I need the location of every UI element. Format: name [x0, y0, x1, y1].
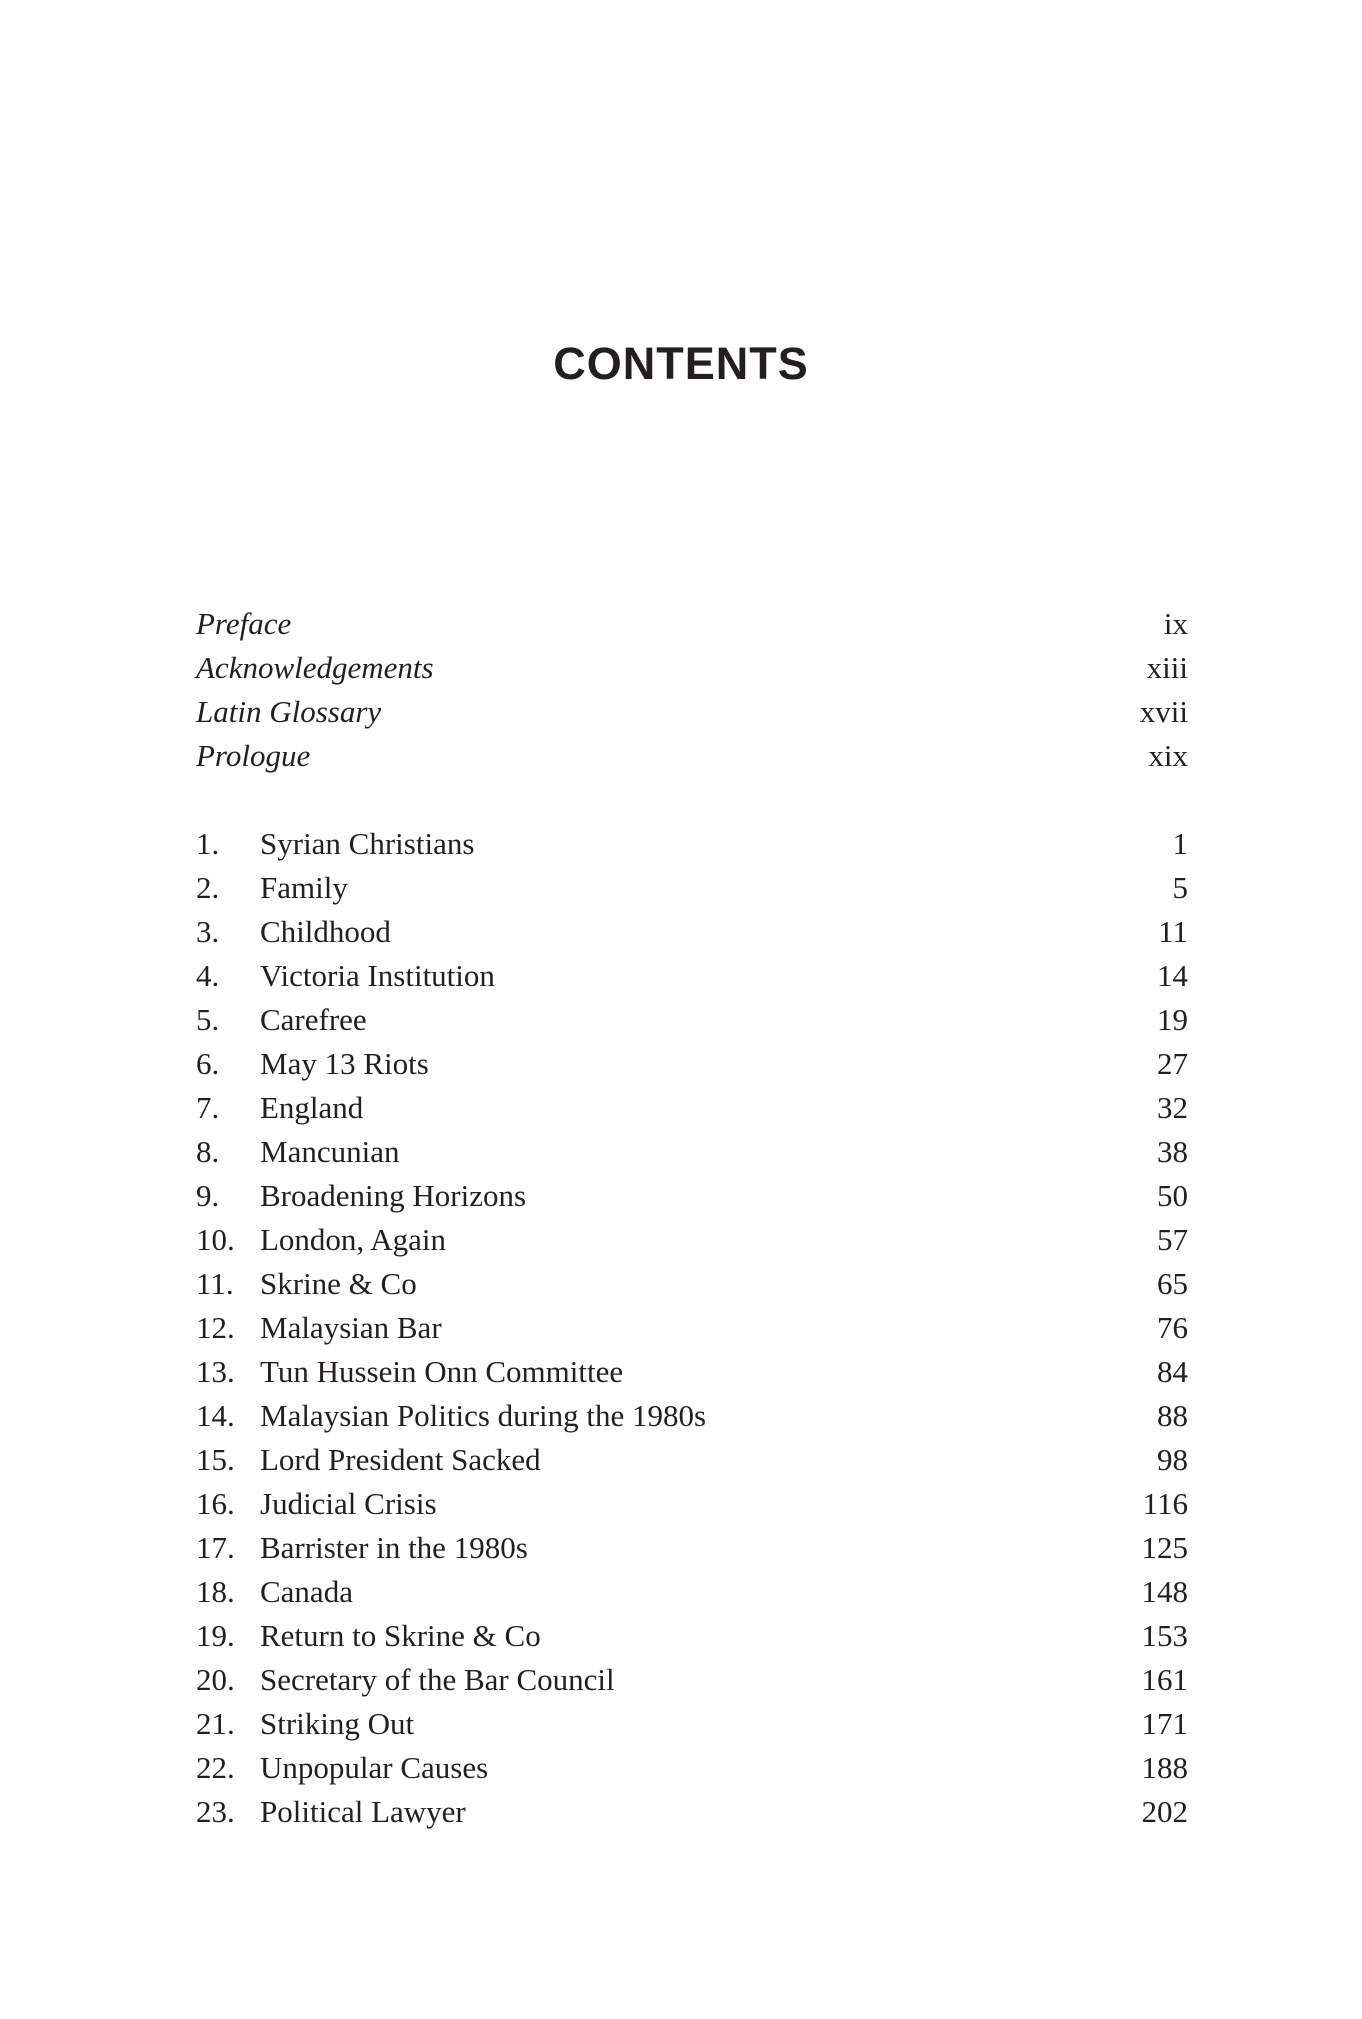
chapter-page: 116 [1142, 1486, 1188, 1521]
chapter-item [196, 1086, 1188, 1130]
chapter-page: 5 [1172, 870, 1188, 905]
chapter-page: 57 [1157, 1222, 1188, 1257]
chapter-number: 5. [196, 1002, 220, 1037]
entry-label: Preface [196, 606, 292, 641]
chapter-number: 16. [196, 1486, 235, 1521]
front-matter-item [196, 602, 1188, 646]
chapter-item [196, 910, 1188, 954]
chapter-number: 8. [196, 1134, 220, 1169]
chapter-item [196, 1658, 1188, 1702]
chapter-title: Syrian Christians [260, 826, 475, 861]
chapter-title: Political Lawyer [260, 1794, 466, 1829]
chapter-number: 22. [196, 1750, 235, 1785]
chapter-number: 21. [196, 1706, 235, 1741]
chapter-title: Skrine & Co [260, 1266, 417, 1301]
chapter-title: Childhood [260, 914, 391, 949]
chapter-number: 19. [196, 1618, 235, 1653]
chapter-number: 14. [196, 1398, 235, 1433]
entry-label: Prologue [196, 738, 311, 773]
chapter-page: 27 [1157, 1046, 1188, 1081]
chapter-item [196, 1438, 1188, 1482]
chapter-title: Judicial Crisis [260, 1486, 437, 1521]
chapter-title: Malaysian Politics during the 1980s [260, 1398, 707, 1433]
entry-label: Acknowledgements [196, 650, 434, 685]
chapter-item [196, 1746, 1188, 1790]
front-matter-list [196, 602, 1188, 778]
entry-label: Latin Glossary [196, 694, 382, 729]
chapter-title: Malaysian Bar [260, 1310, 442, 1345]
chapter-number: 15. [196, 1442, 235, 1477]
chapter-page: 98 [1157, 1442, 1188, 1477]
front-matter-item [196, 690, 1188, 734]
chapter-item [196, 1350, 1188, 1394]
chapter-item [196, 1790, 1188, 1834]
chapter-item [196, 866, 1188, 910]
chapter-page: 171 [1141, 1706, 1188, 1741]
chapter-page: 88 [1157, 1398, 1188, 1433]
chapter-item [196, 1174, 1188, 1218]
chapter-page: 84 [1157, 1354, 1188, 1389]
chapter-page: 38 [1157, 1134, 1188, 1169]
chapter-page: 76 [1157, 1310, 1188, 1345]
chapter-item [196, 954, 1188, 998]
chapter-page: 148 [1141, 1574, 1188, 1609]
chapter-number: 2. [196, 870, 220, 905]
chapter-item [196, 1482, 1188, 1526]
chapter-page: 161 [1141, 1662, 1188, 1697]
chapter-page: 125 [1141, 1530, 1188, 1565]
chapter-page: 1 [1172, 826, 1188, 861]
chapter-number: 20. [196, 1662, 235, 1697]
chapter-title: Broadening Horizons [260, 1178, 527, 1213]
chapter-title: London, Again [260, 1222, 446, 1257]
chapter-page: 50 [1157, 1178, 1188, 1213]
entry-page: xiii [1146, 650, 1188, 685]
chapter-page: 32 [1157, 1090, 1188, 1125]
chapter-title: Striking Out [260, 1706, 415, 1741]
chapter-number: 12. [196, 1310, 235, 1345]
entry-page: xix [1148, 738, 1188, 773]
chapter-item [196, 998, 1188, 1042]
chapter-number: 6. [196, 1046, 220, 1081]
chapter-page: 202 [1141, 1794, 1188, 1829]
chapter-title: Family [260, 870, 348, 905]
chapter-item [196, 1614, 1188, 1658]
chapter-title: Victoria Institution [260, 958, 495, 993]
chapter-item [196, 1394, 1188, 1438]
chapter-number: 23. [196, 1794, 235, 1829]
chapter-number: 9. [196, 1178, 220, 1213]
chapter-title: May 13 Riots [260, 1046, 429, 1081]
chapter-item [196, 1702, 1188, 1746]
chapter-number: 11. [196, 1266, 234, 1301]
chapter-number: 1. [196, 826, 220, 861]
chapter-title: Tun Hussein Onn Committee [260, 1354, 624, 1389]
chapter-item [196, 1526, 1188, 1570]
chapter-item [196, 1042, 1188, 1086]
chapter-page: 11 [1158, 914, 1188, 949]
chapter-page: 19 [1157, 1002, 1188, 1037]
front-matter-item [196, 734, 1188, 778]
chapter-title: Canada [260, 1574, 353, 1609]
chapter-item [196, 1218, 1188, 1262]
chapter-number: 10. [196, 1222, 235, 1257]
chapter-item [196, 1130, 1188, 1174]
chapter-number: 13. [196, 1354, 235, 1389]
chapter-title: England [260, 1090, 364, 1125]
chapter-number: 17. [196, 1530, 235, 1565]
chapter-title: Lord President Sacked [260, 1442, 541, 1477]
chapter-number: 7. [196, 1090, 220, 1125]
chapter-number: 4. [196, 958, 220, 993]
chapter-list [196, 822, 1188, 1834]
chapter-title: Secretary of the Bar Council [260, 1662, 615, 1697]
chapter-title: Mancunian [260, 1134, 400, 1169]
chapter-title: Unpopular Causes [260, 1750, 489, 1785]
chapter-item [196, 1570, 1188, 1614]
chapter-item [196, 822, 1188, 866]
entry-page: ix [1163, 606, 1188, 641]
chapter-page: 188 [1141, 1750, 1188, 1785]
chapter-page: 153 [1141, 1618, 1188, 1653]
entry-page: xvii [1139, 694, 1188, 729]
front-matter-item [196, 646, 1188, 690]
chapter-item [196, 1262, 1188, 1306]
chapter-number: 3. [196, 914, 220, 949]
chapter-number: 18. [196, 1574, 235, 1609]
chapter-page: 14 [1157, 958, 1188, 993]
chapter-title: Barrister in the 1980s [260, 1530, 528, 1565]
chapter-item [196, 1306, 1188, 1350]
chapter-title: Carefree [260, 1002, 367, 1037]
chapter-page: 65 [1157, 1266, 1188, 1301]
chapter-title: Return to Skrine & Co [260, 1618, 541, 1653]
page-title: CONTENTS [553, 338, 809, 389]
